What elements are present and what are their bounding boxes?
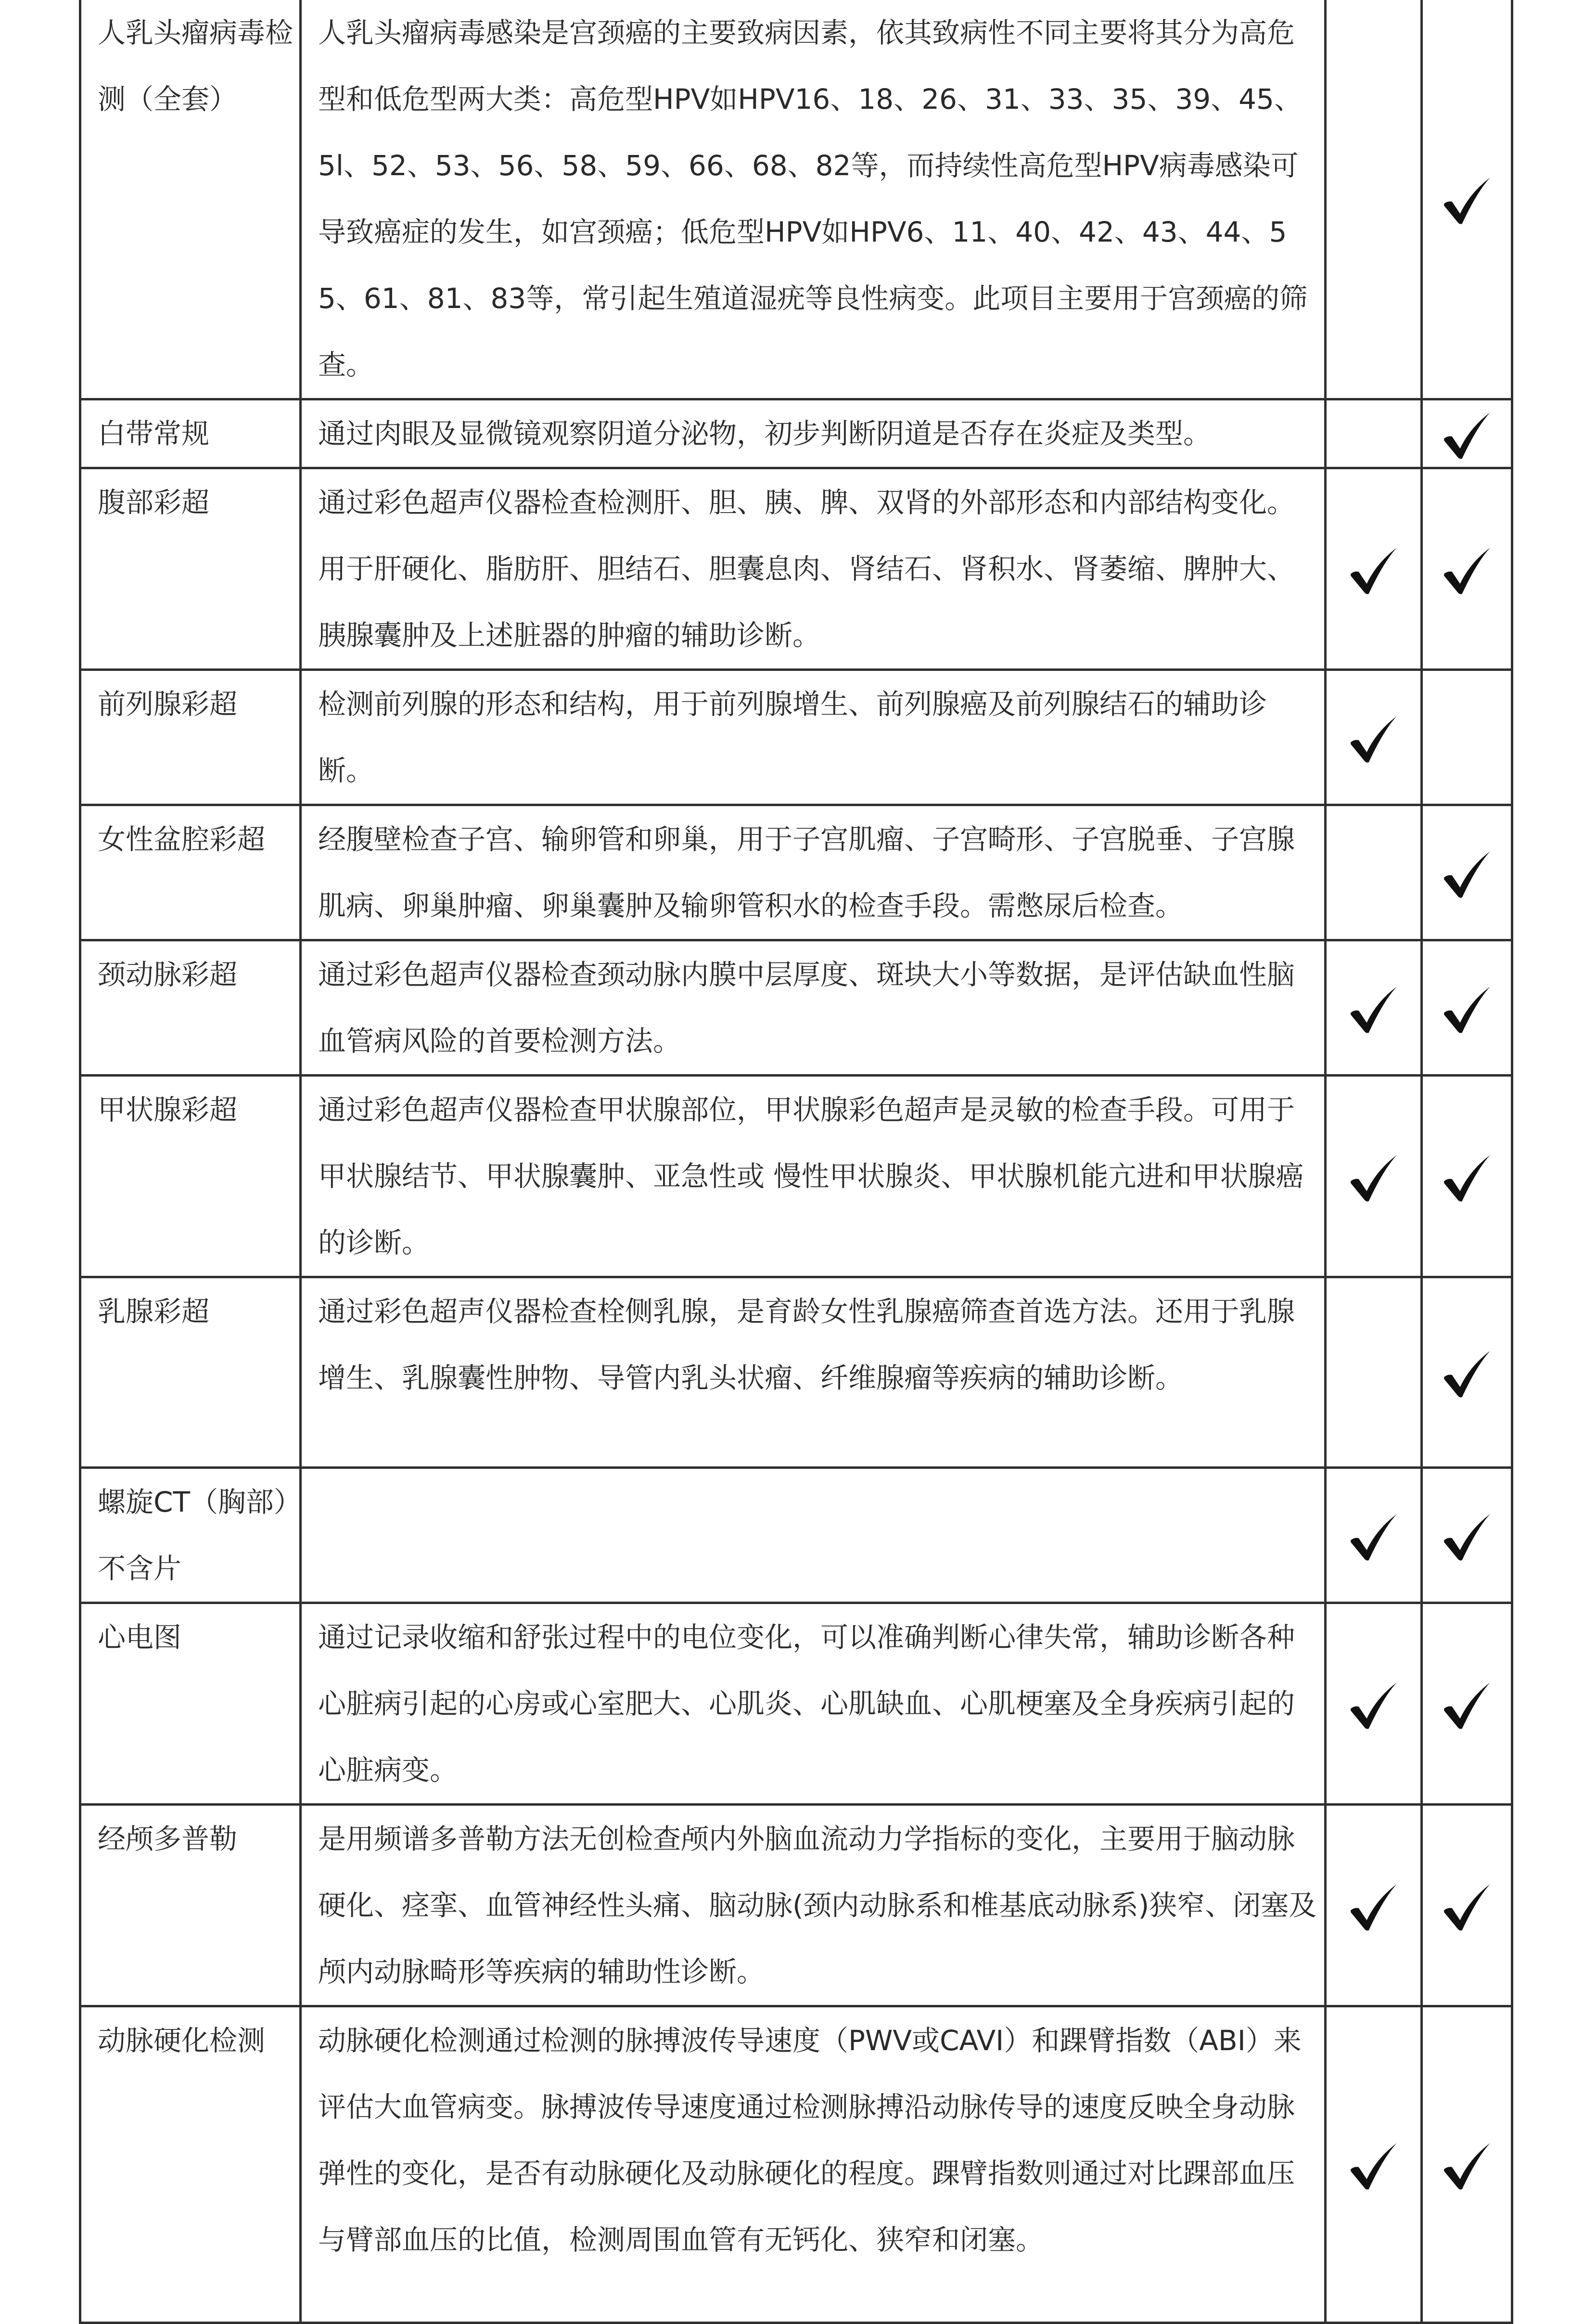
item-name-cell — [80, 0, 301, 399]
check-icon — [1442, 544, 1492, 597]
item-name: 前列腺彩超 — [98, 688, 238, 720]
item-description-cell — [301, 0, 1326, 399]
check-icon — [1442, 1881, 1492, 1934]
table-row — [80, 1277, 1512, 1468]
col2-mark-cell — [1422, 399, 1512, 468]
item-description: 经腹壁检查子宫、输卵管和卵巢，用于子宫肌瘤、子宫畸形、子宫脱垂、子宫腺肌病、卵巢肿瘤、卵巢囊肿及输卵管积水的检查手段。需憋尿后检查。 — [318, 823, 1295, 922]
item-description-cell — [301, 805, 1326, 940]
check-icon — [1442, 1511, 1492, 1564]
item-description: 通过肉眼及显微镜观察阴道分泌物，初步判断阴道是否存在炎症及类型。 — [318, 417, 1212, 450]
col2-mark-cell — [1422, 2006, 1512, 2323]
col2-mark-cell — [1422, 1468, 1512, 1603]
item-description-cell — [301, 468, 1326, 670]
col1-mark-cell — [1326, 399, 1422, 468]
item-name: 腹部彩超 — [98, 486, 210, 519]
table-row — [80, 940, 1512, 1076]
item-name: 心电图 — [98, 1621, 182, 1654]
item-name: 螺旋CT（胸部）不含片 — [98, 1486, 288, 1585]
col1-mark-cell — [1326, 468, 1422, 670]
item-name: 白带常规 — [98, 417, 210, 450]
check-icon — [1442, 983, 1492, 1036]
item-name-cell — [80, 399, 301, 468]
item-description: 通过彩色超声仪器检查栓侧乳腺，是育龄女性乳腺癌筛查首选方法。还用于乳腺增生、乳腺囊性肿物、导管内乳头状瘤、纤维腺瘤等疾病的辅助诊断。 — [318, 1295, 1295, 1394]
check-icon — [1442, 848, 1492, 901]
table-row — [80, 670, 1512, 805]
check-icon — [1442, 1679, 1492, 1732]
item-name: 经颅多普勒 — [98, 1823, 238, 1855]
check-icon — [1349, 1881, 1399, 1934]
col2-mark-cell — [1422, 1805, 1512, 2006]
check-icon — [1349, 1511, 1399, 1564]
col2-mark-cell — [1422, 1603, 1512, 1805]
col1-mark-cell — [1326, 0, 1422, 399]
table-row — [80, 2006, 1512, 2323]
table-row — [80, 0, 1512, 399]
table-row — [80, 399, 1512, 468]
check-icon — [1349, 713, 1399, 766]
check-icon — [1349, 544, 1399, 597]
item-description-cell — [301, 670, 1326, 805]
check-icon — [1349, 713, 1399, 766]
check-icon — [1349, 1152, 1399, 1205]
check-icon — [1349, 2140, 1399, 2193]
col2-mark-cell — [1422, 1076, 1512, 1277]
item-description-cell — [301, 940, 1326, 1076]
check-icon — [1442, 1152, 1492, 1205]
check-icon — [1349, 1881, 1399, 1934]
col1-mark-cell — [1326, 2006, 1422, 2323]
col1-mark-cell — [1326, 1277, 1422, 1468]
table-row — [80, 1076, 1512, 1277]
check-icon — [1442, 1881, 1492, 1934]
checkup-items-table — [79, 0, 1513, 2324]
col1-mark-cell — [1326, 670, 1422, 805]
check-icon — [1442, 1348, 1492, 1400]
col1-mark-cell — [1326, 805, 1422, 940]
item-name-cell — [80, 1603, 301, 1805]
table-row — [80, 468, 1512, 670]
item-description: 动脉硬化检测通过检测的脉搏波传导速度（PWV或CAVI）和踝臂指数（ABI）来评估大血管病变。脉搏波传导速度通过检测脉搏沿动脉传导的速度反映全身动脉弹性的变化，是否有动脉硬化及动脉硬化的程度。踝臂指数则通过对比踝部血压与臂部血压的比值，检测周围血管有无钙化、狭窄和闭塞。 — [318, 2024, 1302, 2256]
item-description-cell — [301, 2006, 1326, 2323]
col1-mark-cell — [1326, 1076, 1422, 1277]
item-description: 人乳头瘤病毒感染是宫颈癌的主要致病因素，依其致病性不同主要将其分为高危型和低危型两大类：高危型HPV如HPV16、18、26、31、33、35、39、45、5l、52、53、56、58、59、66、68、82等，而持续性高危型HPV病毒感染可导致癌症的发生，如宫颈癌；低危型HPV如HPV6、11、40、42、43、44、55、61、81、83等，常引起生殖道湿疣等良性病变。此项目主要用于宫颈癌的筛查。 — [318, 16, 1308, 381]
check-icon — [1442, 1511, 1492, 1564]
check-icon — [1442, 1152, 1492, 1205]
item-description: 通过记录收缩和舒张过程中的电位变化，可以准确判断心律失常，辅助诊断各种心脏病引起的心房或心室肥大、心肌炎、心肌缺血、心肌梗塞及全身疾病引起的心脏病变。 — [318, 1621, 1295, 1786]
item-description-cell — [301, 1277, 1326, 1468]
col1-mark-cell — [1326, 1603, 1422, 1805]
check-icon — [1442, 174, 1492, 227]
col2-mark-cell — [1422, 1277, 1512, 1468]
col1-mark-cell — [1326, 1468, 1422, 1603]
check-icon — [1442, 409, 1492, 462]
col2-mark-cell — [1422, 670, 1512, 805]
item-description: 检测前列腺的形态和结构，用于前列腺增生、前列腺癌及前列腺结石的辅助诊断。 — [318, 688, 1267, 787]
item-description-cell — [301, 1805, 1326, 2006]
table-row — [80, 1468, 1512, 1603]
item-name: 甲状腺彩超 — [98, 1093, 238, 1126]
item-description-cell — [301, 1603, 1326, 1805]
check-icon — [1442, 2140, 1492, 2193]
check-icon — [1349, 1679, 1399, 1732]
table-row — [80, 1603, 1512, 1805]
table-body — [80, 0, 1512, 2323]
item-description: 通过彩色超声仪器检查颈动脉内膜中层厚度、斑块大小等数据，是评估缺血性脑血管病风险的首要检测方法。 — [318, 958, 1295, 1057]
check-icon — [1349, 983, 1399, 1036]
item-description-cell — [301, 1076, 1326, 1277]
col1-mark-cell — [1326, 1805, 1422, 2006]
check-icon — [1442, 544, 1492, 597]
item-name-cell — [80, 1076, 301, 1277]
check-icon — [1442, 409, 1492, 462]
check-icon — [1349, 544, 1399, 597]
item-name-cell — [80, 1277, 301, 1468]
col2-mark-cell — [1422, 940, 1512, 1076]
item-name-cell — [80, 670, 301, 805]
check-icon — [1349, 1679, 1399, 1732]
item-name: 女性盆腔彩超 — [98, 823, 266, 856]
item-name-cell — [80, 1805, 301, 2006]
item-name: 动脉硬化检测 — [98, 2024, 266, 2057]
item-name-cell — [80, 940, 301, 1076]
check-icon — [1349, 1152, 1399, 1205]
item-description: 通过彩色超声仪器检查检测肝、胆、胰、脾、双肾的外部形态和内部结构变化。用于肝硬化、脂肪肝、胆结石、胆囊息肉、肾结石、肾积水、肾萎缩、脾肿大、胰腺囊肿及上述脏器的肿瘤的辅助诊断。 — [318, 486, 1295, 652]
table-row — [80, 1805, 1512, 2006]
item-description: 是用频谱多普勒方法无创检查颅内外脑血流动力学指标的变化，主要用于脑动脉硬化、痉挛、血管神经性头痛、脑动脉(颈内动脉系和椎基底动脉系)狭窄、闭塞及颅内动脉畸形等疾病的辅助性诊断。 — [318, 1823, 1317, 1988]
check-icon — [1442, 1679, 1492, 1732]
col2-mark-cell — [1422, 805, 1512, 940]
item-name: 乳腺彩超 — [98, 1295, 210, 1328]
table-row — [80, 805, 1512, 940]
check-icon — [1349, 1511, 1399, 1564]
item-name-cell — [80, 805, 301, 940]
check-icon — [1442, 983, 1492, 1036]
item-name-cell — [80, 2006, 301, 2323]
check-icon — [1349, 2140, 1399, 2193]
check-icon — [1442, 174, 1492, 227]
item-description: 通过彩色超声仪器检查甲状腺部位，甲状腺彩色超声是灵敏的检查手段。可用于甲状腺结节、甲状腺囊肿、亚急性或 慢性甲状腺炎、甲状腺机能亢进和甲状腺癌的诊断。 — [318, 1093, 1304, 1259]
col2-mark-cell — [1422, 0, 1512, 399]
check-icon — [1442, 2140, 1492, 2193]
item-description-cell — [301, 399, 1326, 468]
item-name: 颈动脉彩超 — [98, 958, 238, 991]
item-description-cell — [301, 1468, 1326, 1603]
item-name: 人乳头瘤病毒检测（全套） — [98, 16, 294, 116]
check-icon — [1442, 1348, 1492, 1400]
item-name-cell — [80, 1468, 301, 1603]
check-icon — [1349, 983, 1399, 1036]
col1-mark-cell — [1326, 940, 1422, 1076]
check-icon — [1442, 848, 1492, 901]
col2-mark-cell — [1422, 468, 1512, 670]
item-name-cell — [80, 468, 301, 670]
